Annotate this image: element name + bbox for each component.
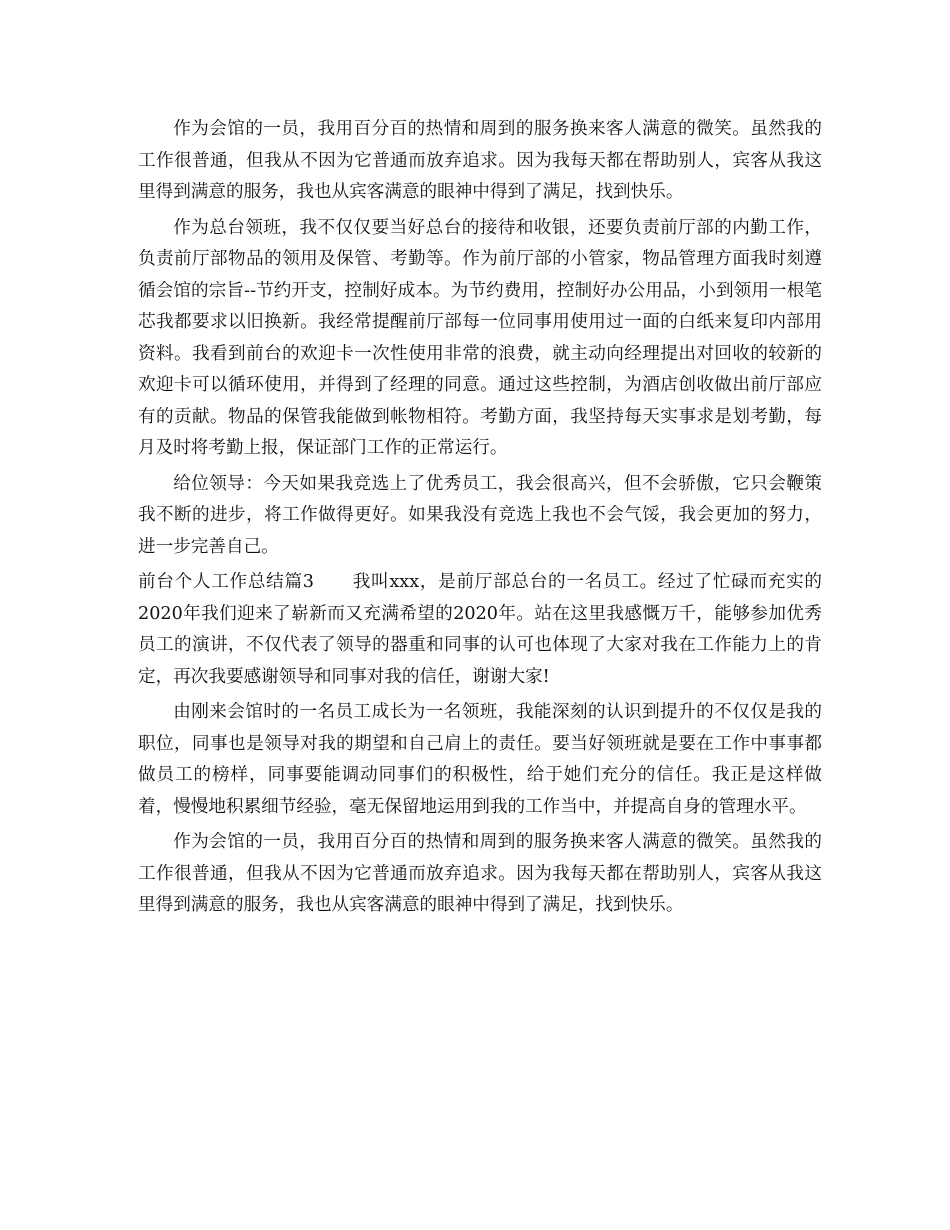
section-heading: 前台个人工作总结篇3: [138, 572, 315, 592]
paragraph-introduction: 我叫xxx，是前厅部总台的一名员工。经过了忙碌而充实的2020年我们迎来了崭新而又充满希望的2020年。站在这里我感慨万千，能够参加优秀员工的演讲，不仅代表了领导的器重和同事的认可也体现了大家对我在工作能力上的肯定，再次我要感谢领导和同事对我的信任，谢谢大家!: [138, 572, 822, 687]
paragraph-service-smile: 作为会馆的一员，我用百分百的热情和周到的服务换来客人满意的微笑。虽然我的工作很普通，但我从不因为它普通而放弃追求。因为我每天都在帮助别人，宾客从我这里得到满意的服务，我也从宾客满意的眼神中得到了满足，找到快乐。: [138, 119, 822, 202]
paragraph-growth-to-supervisor: 由刚来会馆时的一名员工成长为一名领班，我能深刻的认识到提升的不仅仅是我的职位，同事也是领导对我的期望和自己肩上的责任。要当好领班就是要在工作中事事都做员工的榜样，同事要能调动同事们的积极性，给于她们充分的信任。我正是这样做着，慢慢地积累细节经验，毫无保留地运用到我的工作当中，并提高自身的管理水平。: [138, 702, 822, 817]
paragraph-front-desk-duties: 作为总台领班，我不仅仅要当好总台的接待和收银，还要负责前厅部的内勤工作，负责前厅部物品的领用及保管、考勤等。作为前厅部的小管家，物品管理方面我时刻遵循会馆的宗旨--节约开支，控制好成本。为节约费用，控制好办公用品，小到领用一根笔芯我都要求以旧换新。我经常提醒前厅部每一位同事用使用过一面的白纸来复印内部用资料。我看到前台的欢迎卡一次性使用非常的浪费，就主动向经理提出对回收的较新的欢迎卡可以循环使用，并得到了经理的同意。通过这些控制，为酒店创收做出前厅部应有的贡献。物品的保管我能做到帐物相符。考勤方面，我坚持每天实事求是划考勤，每月及时将考勤上报，保证部门工作的正常运行。: [138, 217, 822, 458]
document-body: [138, 114, 822, 926]
section-heading-line: [138, 567, 822, 693]
paragraph-leadership-address: 给位领导：今天如果我竞选上了优秀员工，我会很高兴，但不会骄傲，它只会鞭策我不断的进步，将工作做得更好。如果我没有竞选上我也不会气馁，我会更加的努力，进一步完善自己。: [138, 473, 822, 557]
paragraph-service-smile-repeat: 作为会馆的一员，我用百分百的热情和周到的服务换来客人满意的微笑。虽然我的工作很普通，但我从不因为它普通而放弃追求。因为我每天都在帮助别人，宾客从我这里得到满意的服务，我也从宾客满意的眼神中得到了满足，找到快乐。: [138, 832, 822, 915]
